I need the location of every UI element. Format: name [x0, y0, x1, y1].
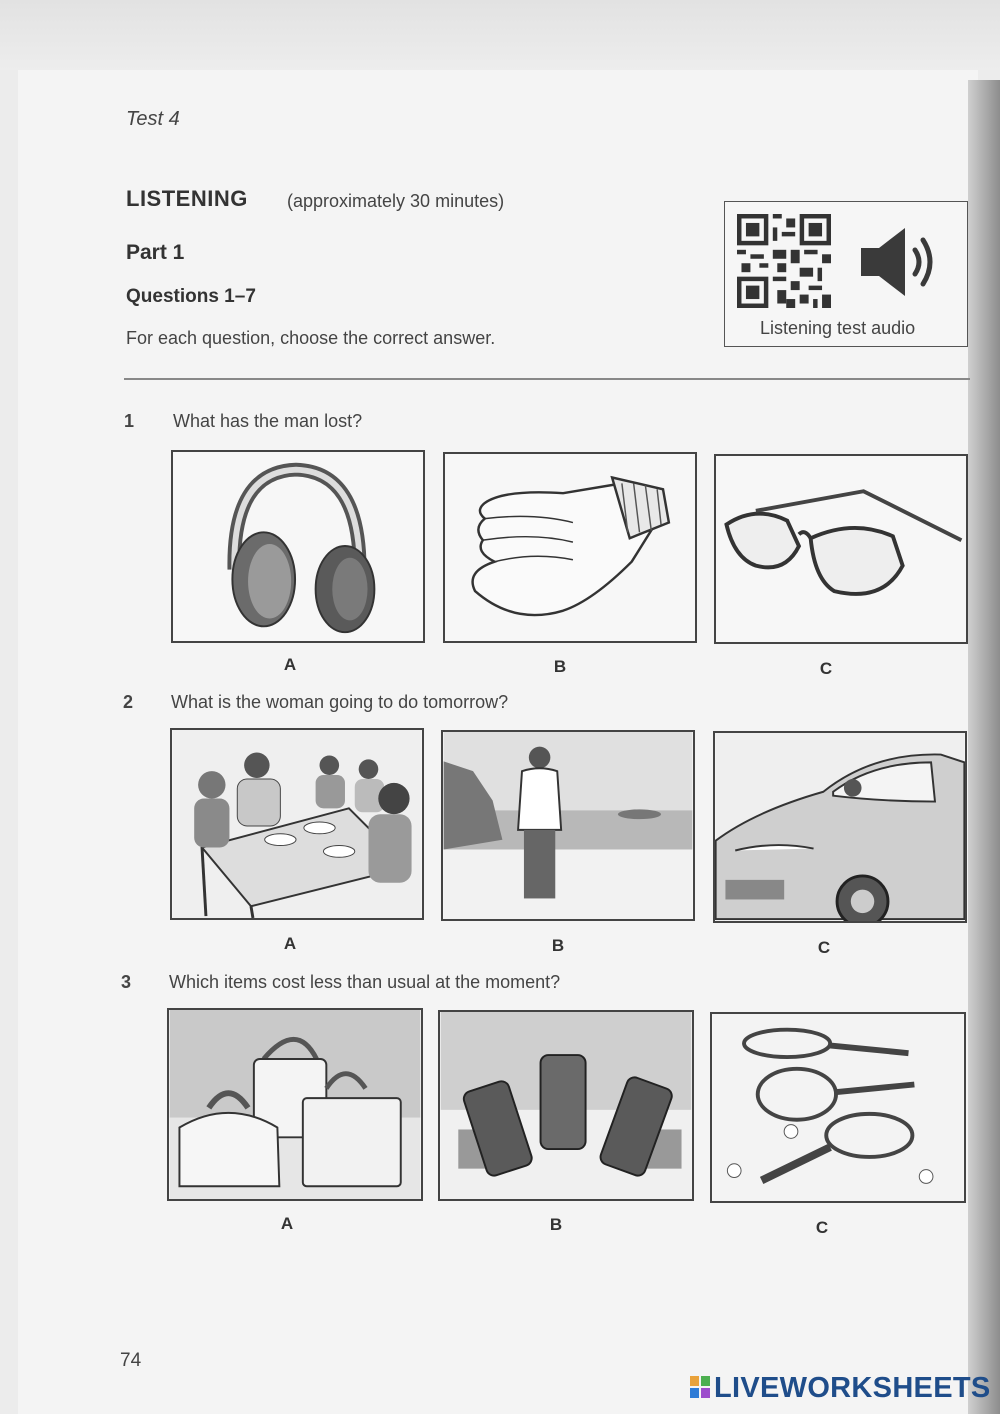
liveworksheets-logo-icon: [690, 1376, 710, 1398]
option-label[interactable]: C: [815, 1218, 829, 1237]
audio-caption: Listening test audio: [760, 318, 916, 338]
question-number: 2: [123, 692, 134, 712]
smartphones-icon: [440, 1012, 692, 1199]
question-number: 3: [121, 972, 132, 992]
question-number: 1: [124, 411, 135, 431]
option-picture-beach-walk[interactable]: [441, 730, 695, 921]
handbags-icon: [169, 1010, 421, 1199]
option-picture-car[interactable]: [713, 731, 967, 923]
scan-top-shadow: [0, 0, 1000, 70]
speaker-volume-icon[interactable]: [859, 224, 943, 300]
section-note: (approximately 30 minutes): [287, 191, 505, 211]
option-picture-glasses[interactable]: [714, 454, 968, 644]
page-binding-edge: [968, 80, 1000, 1414]
option-picture-gloves[interactable]: [443, 452, 697, 643]
brand-watermark[interactable]: LIVEWORKSHEETS: [714, 1372, 991, 1404]
option-label[interactable]: B: [549, 1215, 563, 1234]
test-label: Test 4: [126, 108, 180, 130]
dinner-scene-icon: [172, 730, 422, 918]
car-icon: [715, 733, 965, 921]
headphones-icon: [173, 452, 423, 641]
question-text: What is the woman going to do tomorrow?: [171, 692, 509, 712]
option-label[interactable]: A: [280, 1214, 294, 1233]
qr-code-icon[interactable]: [737, 214, 831, 308]
option-picture-smartphones[interactable]: [438, 1010, 694, 1201]
option-label[interactable]: A: [283, 934, 297, 953]
option-picture-dinner[interactable]: [170, 728, 424, 920]
option-label[interactable]: B: [553, 657, 567, 676]
question-text: What has the man lost?: [173, 411, 363, 431]
tennis-rackets-icon: [712, 1014, 964, 1201]
option-picture-headphones[interactable]: [171, 450, 425, 643]
instructions: For each question, choose the correct answer.: [126, 328, 496, 348]
option-picture-tennis-rackets[interactable]: [710, 1012, 966, 1203]
header-divider: [124, 378, 970, 380]
section-title: LISTENING: [126, 186, 248, 211]
option-picture-handbags[interactable]: [167, 1008, 423, 1201]
gloves-icon: [445, 454, 695, 641]
beach-walk-icon: [443, 732, 693, 919]
option-label[interactable]: C: [817, 938, 831, 957]
option-label[interactable]: C: [819, 659, 833, 678]
option-label[interactable]: B: [551, 936, 565, 955]
glasses-icon: [716, 456, 966, 642]
questions-title: Questions 1–7: [126, 286, 256, 307]
part-title: Part 1: [126, 241, 185, 264]
option-label[interactable]: A: [283, 655, 297, 674]
page-number: 74: [120, 1350, 142, 1371]
question-text: Which items cost less than usual at the moment?: [169, 972, 561, 992]
